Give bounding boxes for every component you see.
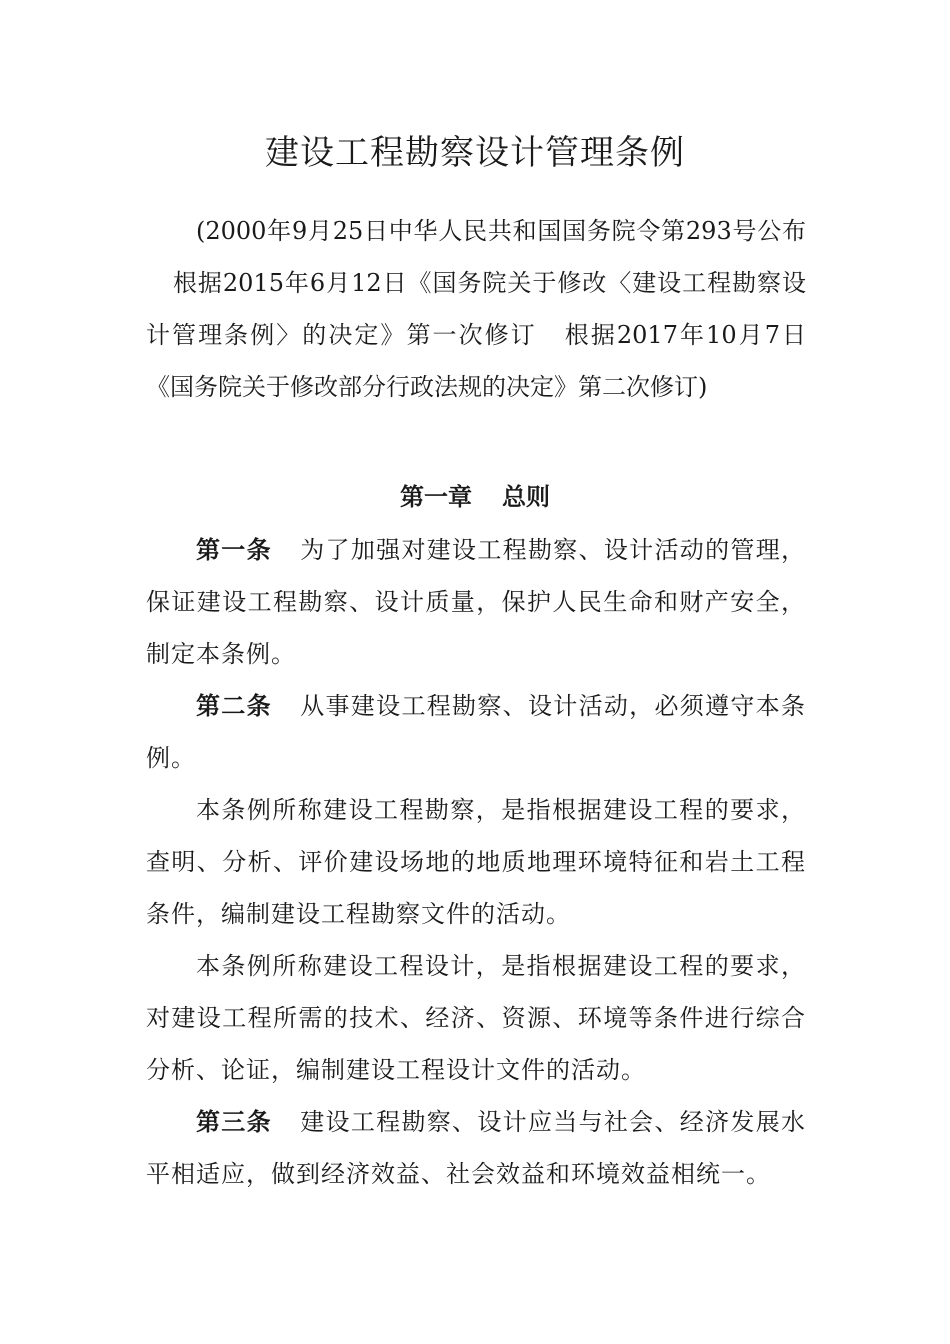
article-label: 第一条 [196,536,272,564]
article-2 [146,680,806,784]
chapter-number: 第一章 [400,483,472,511]
article-text: 从事建设工程勘察、设计活动，必须遵守本条例。 [146,692,807,772]
chapter-body [146,524,806,1200]
article-1 [146,524,806,680]
article-text: 建设工程勘察、设计应当与社会、经济发展水平相适应，做到经济效益、社会效益和环境效益相统一。 [146,1108,807,1188]
article-2-paragraph-2 [146,784,806,940]
article-text: 为了加强对建设工程勘察、设计活动的管理，保证建设工程勘察、设计质量，保护人民生命和财产安全，制定本条例。 [146,536,807,668]
chapter-heading [0,472,950,522]
promulgation-note-part-3: 根据2017年10月7日《国务院关于修改部分行政法规的决定》第二次修订) [146,321,807,401]
document-title: 建设工程勘察设计管理条例 [265,133,685,173]
article-2-paragraph-3 [146,940,806,1096]
article-3 [146,1096,806,1200]
article-label: 第二条 [196,692,272,720]
promulgation-note [146,205,806,413]
article-text: 本条例所称建设工程勘察，是指根据建设工程的要求，查明、分析、评价建设场地的地质地理环境特征和岩土工程条件，编制建设工程勘察文件的活动。 [146,796,806,928]
article-text: 本条例所称建设工程设计，是指根据建设工程的要求，对建设工程所需的技术、经济、资源、环境等条件进行综合分析、论证，编制建设工程设计文件的活动。 [146,952,806,1084]
article-label: 第三条 [196,1108,272,1136]
promulgation-note-part-1: (2000年9月25日中华人民共和国国务院令第293号公布 [196,217,806,245]
chapter-name: 总则 [502,483,550,511]
promulgation-note-part-2: 根据2015年6月12日《国务院关于修改〈建设工程勘察设计管理条例〉的决定》第一次修订 [146,269,806,349]
